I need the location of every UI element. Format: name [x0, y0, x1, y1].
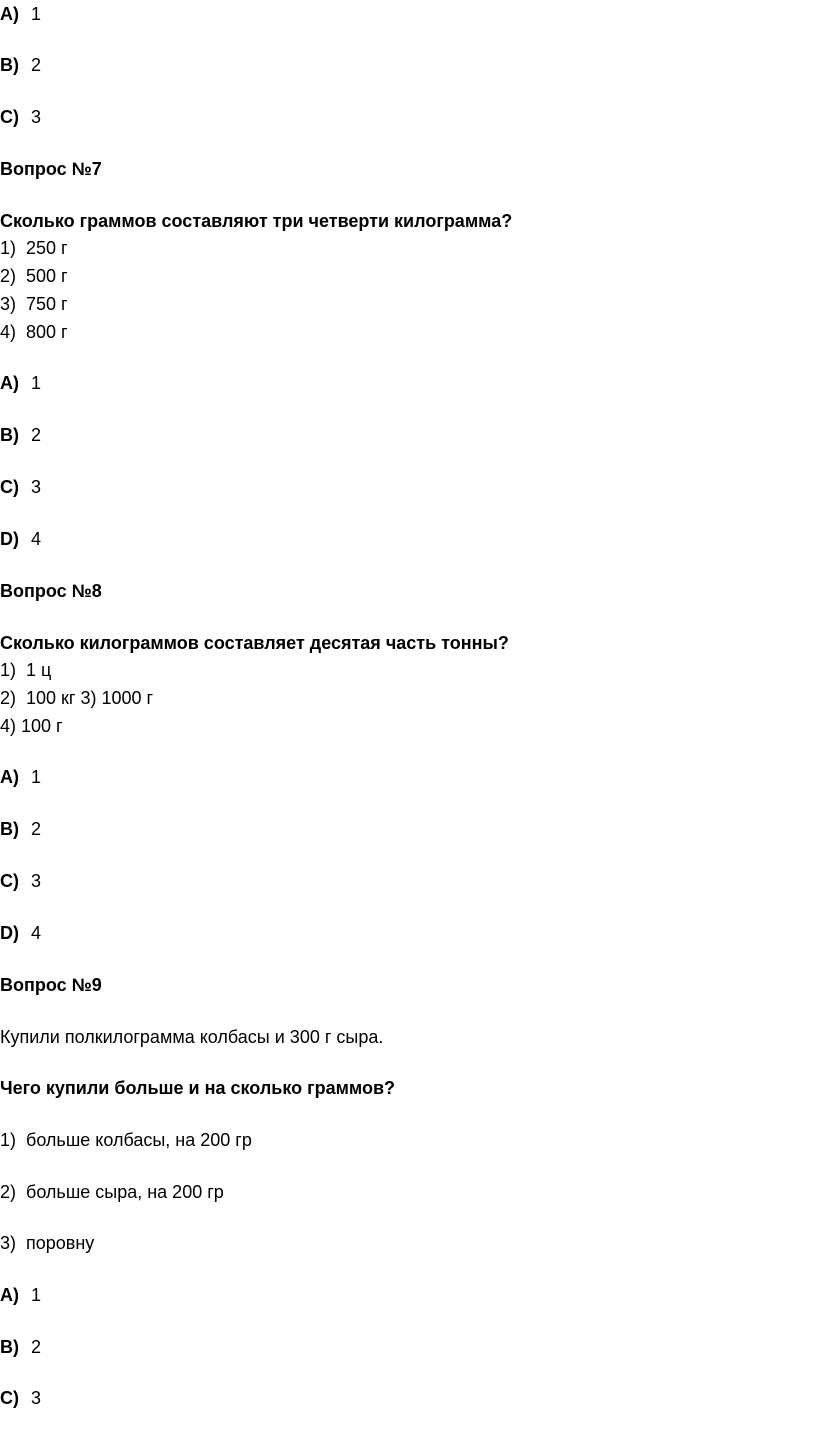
answer-letter: B) [0, 55, 19, 75]
answer-value: 1 [31, 4, 42, 24]
answer-value: 1 [31, 373, 42, 393]
answer-option-c[interactable] [0, 105, 41, 129]
answer-option-d[interactable] [0, 527, 41, 551]
answer-letter: C) [0, 107, 19, 127]
answer-value: 4 [31, 529, 42, 549]
question-7-title: Вопрос №7 [0, 159, 102, 179]
question-7-option-2: 2) 500 г [0, 266, 68, 286]
answer-value: 1 [31, 1285, 42, 1305]
question-9-option-1: 1) больше колбасы, на 200 гр [0, 1130, 252, 1150]
question-8-title: Вопрос №8 [0, 581, 102, 601]
answer-option-b[interactable] [0, 53, 41, 77]
question-9-intro: Купили полкилограмма колбасы и 300 г сыра. [0, 1027, 384, 1047]
answer-option-d[interactable] [0, 921, 41, 945]
answer-letter: A) [0, 1285, 19, 1305]
question-7-text: Сколько граммов составляют три четверти килограмма? [0, 211, 513, 231]
answer-letter: D) [0, 923, 19, 943]
answer-option-c[interactable] [0, 869, 41, 893]
answer-option-c[interactable] [0, 1386, 41, 1410]
answer-letter: D) [0, 529, 19, 549]
answer-value: 3 [31, 871, 42, 891]
answer-value: 1 [31, 767, 42, 787]
answer-value: 3 [31, 477, 42, 497]
answer-letter: C) [0, 871, 19, 891]
answer-letter: B) [0, 819, 19, 839]
answer-value: 2 [31, 425, 42, 445]
answer-value: 2 [31, 1337, 42, 1357]
answer-option-a[interactable] [0, 2, 41, 26]
question-9-text: Чего купили больше и на сколько граммов? [0, 1078, 396, 1098]
answer-letter: A) [0, 767, 19, 787]
question-8-text: Сколько килограммов составляет десятая часть тонны? [0, 633, 509, 653]
question-8-option-2-3: 2) 100 кг 3) 1000 г [0, 688, 154, 708]
answer-option-a[interactable] [0, 765, 41, 789]
answer-value: 2 [31, 55, 42, 75]
answer-letter: C) [0, 477, 19, 497]
question-9-title: Вопрос №9 [0, 975, 102, 995]
answer-option-b[interactable] [0, 817, 41, 841]
question-7-option-1: 1) 250 г [0, 238, 68, 258]
question-8-option-4: 4) 100 г [0, 716, 63, 736]
answer-option-a[interactable] [0, 1283, 41, 1307]
answer-value: 2 [31, 819, 42, 839]
question-7-option-3: 3) 750 г [0, 294, 68, 314]
answer-option-a[interactable] [0, 371, 41, 395]
question-9-option-3: 3) поровну [0, 1233, 95, 1253]
answer-option-b[interactable] [0, 423, 41, 447]
answer-letter: C) [0, 1388, 19, 1408]
question-9-option-2: 2) больше сыра, на 200 гр [0, 1182, 224, 1202]
question-8-option-1: 1) 1 ц [0, 660, 52, 680]
answer-value: 3 [31, 107, 42, 127]
answer-option-b[interactable] [0, 1335, 41, 1359]
answer-letter: A) [0, 373, 19, 393]
answer-letter: B) [0, 1337, 19, 1357]
answer-value: 4 [31, 923, 42, 943]
question-7-option-4: 4) 800 г [0, 322, 68, 342]
answer-letter: B) [0, 425, 19, 445]
answer-letter: A) [0, 4, 19, 24]
answer-option-c[interactable] [0, 475, 41, 499]
answer-value: 3 [31, 1388, 42, 1408]
